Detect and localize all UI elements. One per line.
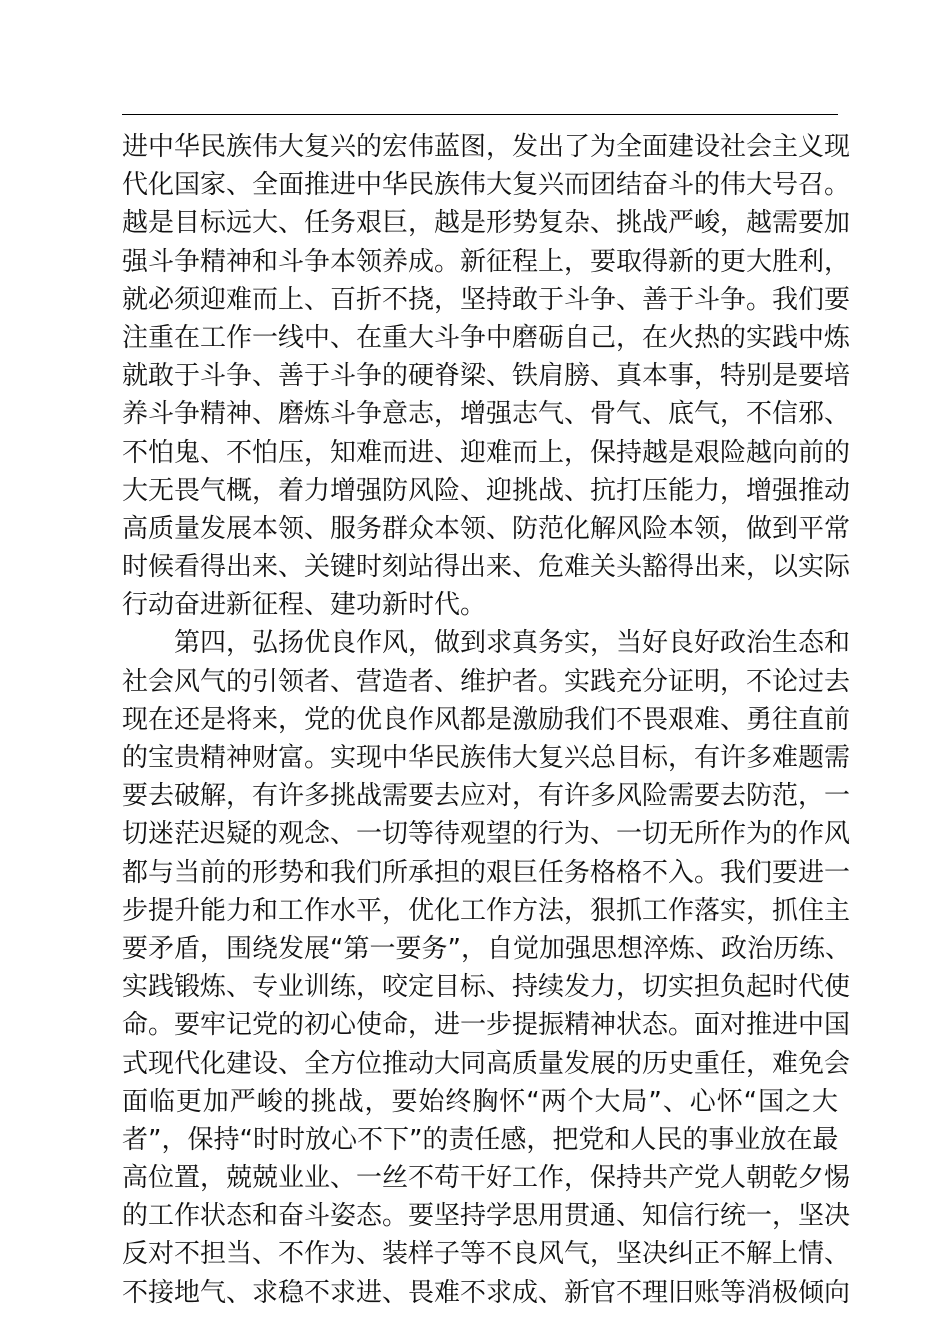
text-line: 就必须迎难而上、百折不挠，坚持敢于斗争、善于斗争。我们要 (122, 284, 851, 315)
header-rule (122, 114, 838, 115)
text-line: 大无畏气概，着力增强防风险、迎挑战、抗打压能力，增强推动 (122, 475, 851, 506)
text-line: 行动奋进新征程、建功新时代。 (122, 590, 487, 621)
text-line: 式现代化建设、全方位推动大同高质量发展的历史重任，难免会 (122, 1048, 851, 1079)
text-line: 的工作状态和奋斗姿态。要坚持学思用贯通、知信行统一，坚决 (122, 1201, 851, 1232)
text-line: 要矛盾，围绕发展“第一要务”，自觉加强思想淬炼、政治历练、 (122, 933, 851, 964)
text-line: 的宝贵精神财富。实现中华民族伟大复兴总目标，有许多难题需 (122, 743, 851, 773)
text-line: 越是目标远大、任务艰巨，越是形势复杂、挑战严峻，越需要加 (122, 208, 851, 239)
text-line: 时候看得出来、关键时刻站得出来、危难关头豁得出来，以实际 (122, 552, 851, 583)
text-line: 高质量发展本领、服务群众本领、防范化解风险本领，做到平常 (122, 513, 851, 544)
text-line: 代化国家、全面推进中华民族伟大复兴而团结奋斗的伟大号召。 (122, 170, 851, 201)
text-line: 现在还是将来，党的优良作风都是激励我们不畏艰难、勇往直前 (122, 704, 851, 735)
text-line: 者”，保持“时时放心不下”的责任感，把党和人民的事业放在最 (122, 1124, 839, 1155)
text-line: 反对不担当、不作为、装样子等不良风气，坚决纠正不解上情、 (122, 1239, 851, 1270)
text-line: 步提升能力和工作水平，优化工作方法，狠抓工作落实，抓住主 (122, 895, 851, 926)
text-line: 切迷茫迟疑的观念、一切等待观望的行为、一切无所作为的作风 (122, 819, 851, 850)
text-line: 高位置，兢兢业业、一丝不苟干好工作，保持共产党人朝乾夕惕 (122, 1163, 851, 1194)
text-line: 命。要牢记党的初心使命，进一步提振精神状态。面对推进中国 (122, 1010, 851, 1041)
text-line: 注重在工作一线中、在重大斗争中磨砺自己，在火热的实践中炼 (122, 322, 851, 353)
text-line: 就敢于斗争、善于斗争的硬脊梁、铁肩膀、真本事，特别是要培 (122, 361, 851, 392)
text-line: 面临更加严峻的挑战，要始终胸怀“两个大局”、心怀“国之大 (122, 1086, 838, 1117)
text-line: 社会风气的引领者、营造者、维护者。实践充分证明，不论过去 (122, 666, 851, 697)
text-line: 都与当前的形势和我们所承担的艰巨任务格格不入。我们要进一 (122, 857, 851, 888)
paragraph-start-line: 第四，弘扬优良作风，做到求真务实，当好良好政治生态和 (174, 628, 851, 659)
text-line: 要去破解，有许多挑战需要去应对，有许多风险需要去防范，一 (122, 781, 851, 812)
text-line: 强斗争精神和斗争本领养成。新征程上，要取得新的更大胜利， (122, 246, 851, 277)
text-line: 实践锻炼、专业训练，咬定目标、持续发力，切实担负起时代使 (122, 972, 851, 1003)
text-line: 进中华民族伟大复兴的宏伟蓝图，发出了为全面建设社会主义现 (122, 132, 851, 162)
text-line: 不接地气、求稳不求进、畏难不求成、新官不理旧账等消极倾向 (122, 1277, 851, 1308)
body-text (122, 128, 851, 1312)
text-line: 养斗争精神、磨炼斗争意志，增强志气、骨气、底气，不信邪、 (122, 399, 851, 430)
text-line: 不怕鬼、不怕压，知难而进、迎难而上，保持越是艰险越向前的 (122, 437, 851, 468)
